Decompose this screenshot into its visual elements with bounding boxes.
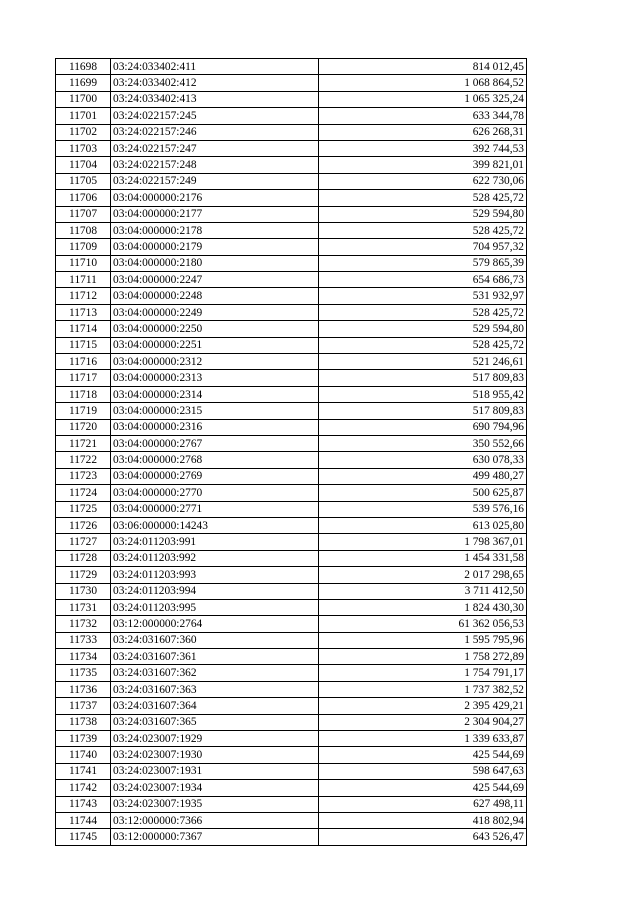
cadastral-number-cell: 03:24:022157:247: [111, 140, 319, 156]
row-number-cell: 11725: [56, 501, 111, 517]
cadastral-value-cell: 690 794,96: [319, 419, 527, 435]
table-row: [56, 321, 527, 337]
row-number-cell: 11731: [56, 599, 111, 615]
table-body: [56, 59, 527, 846]
table-row: [56, 829, 527, 845]
row-number-cell: 11718: [56, 386, 111, 402]
cadastral-number-cell: 03:04:000000:2249: [111, 304, 319, 320]
cadastral-number-cell: 03:24:031607:361: [111, 649, 319, 665]
row-number-cell: 11733: [56, 632, 111, 648]
row-number-cell: 11728: [56, 550, 111, 566]
cadastral-number-cell: 03:24:023007:1931: [111, 763, 319, 779]
table-row: [56, 386, 527, 402]
cadastral-value-cell: 2 304 904,27: [319, 714, 527, 730]
row-number-cell: 11704: [56, 157, 111, 173]
row-number-cell: 11703: [56, 140, 111, 156]
cadastral-value-cell: 500 625,87: [319, 485, 527, 501]
cadastral-number-cell: 03:04:000000:2178: [111, 222, 319, 238]
cadastral-value-cell: 399 821,01: [319, 157, 527, 173]
cadastral-number-cell: 03:04:000000:2180: [111, 255, 319, 271]
table-row: [56, 337, 527, 353]
cadastral-value-cell: 539 576,16: [319, 501, 527, 517]
table-row: [56, 747, 527, 763]
cadastral-value-cell: 704 957,32: [319, 239, 527, 255]
cadastral-value-cell: 517 809,83: [319, 370, 527, 386]
row-number-cell: 11730: [56, 583, 111, 599]
table-row: [56, 501, 527, 517]
cadastral-number-cell: 03:04:000000:2251: [111, 337, 319, 353]
cadastral-number-cell: 03:04:000000:2315: [111, 403, 319, 419]
cadastral-number-cell: 03:24:023007:1930: [111, 747, 319, 763]
table-row: [56, 157, 527, 173]
table-row: [56, 272, 527, 288]
row-number-cell: 11737: [56, 698, 111, 714]
cadastral-number-cell: 03:24:011203:994: [111, 583, 319, 599]
row-number-cell: 11702: [56, 124, 111, 140]
cadastral-value-cell: 627 498,11: [319, 796, 527, 812]
cadastral-value-cell: 528 425,72: [319, 304, 527, 320]
row-number-cell: 11742: [56, 780, 111, 796]
cadastral-number-cell: 03:24:033402:412: [111, 75, 319, 91]
row-number-cell: 11705: [56, 173, 111, 189]
cadastral-number-cell: 03:06:000000:14243: [111, 517, 319, 533]
cadastral-number-cell: 03:12:000000:7367: [111, 829, 319, 845]
cadastral-number-cell: 03:12:000000:2764: [111, 616, 319, 632]
table-row: [56, 173, 527, 189]
table-row: [56, 239, 527, 255]
row-number-cell: 11721: [56, 435, 111, 451]
cadastral-number-cell: 03:24:033402:411: [111, 59, 319, 75]
cadastral-number-cell: 03:24:011203:991: [111, 534, 319, 550]
cadastral-number-cell: 03:24:022157:246: [111, 124, 319, 140]
row-number-cell: 11714: [56, 321, 111, 337]
cadastral-number-cell: 03:24:023007:1929: [111, 731, 319, 747]
cadastral-value-cell: 3 711 412,50: [319, 583, 527, 599]
row-number-cell: 11711: [56, 272, 111, 288]
row-number-cell: 11745: [56, 829, 111, 845]
row-number-cell: 11713: [56, 304, 111, 320]
cadastral-value-cell: 528 425,72: [319, 222, 527, 238]
row-number-cell: 11719: [56, 403, 111, 419]
cadastral-value-cell: 2 395 429,21: [319, 698, 527, 714]
table-row: [56, 108, 527, 124]
table-row: [56, 190, 527, 206]
cadastral-number-cell: 03:04:000000:2768: [111, 452, 319, 468]
row-number-cell: 11709: [56, 239, 111, 255]
table-row: [56, 304, 527, 320]
cadastral-value-cell: 531 932,97: [319, 288, 527, 304]
cadastral-number-cell: 03:24:023007:1934: [111, 780, 319, 796]
table-row: [56, 632, 527, 648]
row-number-cell: 11736: [56, 681, 111, 697]
row-number-cell: 11716: [56, 354, 111, 370]
table-row: [56, 616, 527, 632]
row-number-cell: 11740: [56, 747, 111, 763]
row-number-cell: 11712: [56, 288, 111, 304]
cadastral-number-cell: 03:04:000000:2312: [111, 354, 319, 370]
table-row: [56, 665, 527, 681]
row-number-cell: 11726: [56, 517, 111, 533]
cadastral-number-cell: 03:04:000000:2314: [111, 386, 319, 402]
cadastral-value-cell: 518 955,42: [319, 386, 527, 402]
table-row: [56, 435, 527, 451]
cadastral-number-cell: 03:24:033402:413: [111, 91, 319, 107]
table-row: [56, 698, 527, 714]
row-number-cell: 11706: [56, 190, 111, 206]
cadastral-number-cell: 03:04:000000:2248: [111, 288, 319, 304]
table-row: [56, 255, 527, 271]
cadastral-number-cell: 03:04:000000:2177: [111, 206, 319, 222]
table-row: [56, 567, 527, 583]
table-row: [56, 731, 527, 747]
table-row: [56, 419, 527, 435]
table-row: [56, 812, 527, 828]
row-number-cell: 11734: [56, 649, 111, 665]
table-row: [56, 59, 527, 75]
cadastral-value-cell: 61 362 056,53: [319, 616, 527, 632]
table-row: [56, 124, 527, 140]
table-row: [56, 354, 527, 370]
cadastral-number-cell: 03:04:000000:2771: [111, 501, 319, 517]
table-row: [56, 534, 527, 550]
cadastral-number-cell: 03:24:031607:363: [111, 681, 319, 697]
table-row: [56, 763, 527, 779]
cadastral-value-cell: 392 744,53: [319, 140, 527, 156]
cadastral-number-cell: 03:24:031607:365: [111, 714, 319, 730]
table-row: [56, 681, 527, 697]
row-number-cell: 11708: [56, 222, 111, 238]
cadastral-value-cell: 517 809,83: [319, 403, 527, 419]
table-row: [56, 403, 527, 419]
row-number-cell: 11701: [56, 108, 111, 124]
row-number-cell: 11729: [56, 567, 111, 583]
cadastral-value-cell: 814 012,45: [319, 59, 527, 75]
table-row: [56, 140, 527, 156]
cadastral-number-cell: 03:24:031607:364: [111, 698, 319, 714]
row-number-cell: 11707: [56, 206, 111, 222]
cadastral-number-cell: 03:24:022157:249: [111, 173, 319, 189]
cadastral-value-cell: 579 865,39: [319, 255, 527, 271]
cadastral-value-cell: 418 802,94: [319, 812, 527, 828]
row-number-cell: 11710: [56, 255, 111, 271]
cadastral-number-cell: 03:24:022157:245: [111, 108, 319, 124]
table-row: [56, 485, 527, 501]
table-row: [56, 714, 527, 730]
cadastral-number-cell: 03:24:031607:360: [111, 632, 319, 648]
cadastral-value-cell: 1 065 325,24: [319, 91, 527, 107]
table-row: [56, 780, 527, 796]
row-number-cell: 11727: [56, 534, 111, 550]
row-number-cell: 11738: [56, 714, 111, 730]
table-row: [56, 206, 527, 222]
row-number-cell: 11698: [56, 59, 111, 75]
table-row: [56, 796, 527, 812]
cadastral-value-cell: 598 647,63: [319, 763, 527, 779]
cadastral-value-cell: 1 824 430,30: [319, 599, 527, 615]
cadastral-number-cell: 03:24:011203:995: [111, 599, 319, 615]
cadastral-number-cell: 03:04:000000:2313: [111, 370, 319, 386]
cadastral-value-cell: 630 078,33: [319, 452, 527, 468]
cadastral-value-cell: 1 068 864,52: [319, 75, 527, 91]
table-row: [56, 452, 527, 468]
cadastral-value-cell: 1 758 272,89: [319, 649, 527, 665]
cadastral-value-cell: 529 594,80: [319, 321, 527, 337]
table-row: [56, 288, 527, 304]
cadastral-number-cell: 03:04:000000:2316: [111, 419, 319, 435]
cadastral-number-cell: 03:24:022157:248: [111, 157, 319, 173]
cadastral-value-cell: 425 544,69: [319, 747, 527, 763]
cadastral-value-cell: 425 544,69: [319, 780, 527, 796]
cadastral-number-cell: 03:04:000000:2250: [111, 321, 319, 337]
cadastral-number-cell: 03:04:000000:2247: [111, 272, 319, 288]
row-number-cell: 11741: [56, 763, 111, 779]
table-row: [56, 91, 527, 107]
table-row: [56, 468, 527, 484]
table-row: [56, 649, 527, 665]
row-number-cell: 11717: [56, 370, 111, 386]
cadastral-value-cell: 626 268,31: [319, 124, 527, 140]
table-row: [56, 599, 527, 615]
cadastral-value-cell: 633 344,78: [319, 108, 527, 124]
row-number-cell: 11724: [56, 485, 111, 501]
cadastral-value-cell: 654 686,73: [319, 272, 527, 288]
row-number-cell: 11743: [56, 796, 111, 812]
cadastral-number-cell: 03:04:000000:2176: [111, 190, 319, 206]
cadastral-value-cell: 622 730,06: [319, 173, 527, 189]
cadastral-number-cell: 03:24:011203:992: [111, 550, 319, 566]
row-number-cell: 11720: [56, 419, 111, 435]
cadastral-number-cell: 03:24:011203:993: [111, 567, 319, 583]
row-number-cell: 11739: [56, 731, 111, 747]
table-row: [56, 222, 527, 238]
cadastral-number-cell: 03:24:023007:1935: [111, 796, 319, 812]
cadastral-value-cell: 2 017 298,65: [319, 567, 527, 583]
cadastral-value-cell: 613 025,80: [319, 517, 527, 533]
row-number-cell: 11735: [56, 665, 111, 681]
table-row: [56, 75, 527, 91]
table-row: [56, 517, 527, 533]
cadastral-value-cell: 1 737 382,52: [319, 681, 527, 697]
cadastral-value-cell: 1 339 633,87: [319, 731, 527, 747]
cadastral-value-cell: 350 552,66: [319, 435, 527, 451]
table-row: [56, 583, 527, 599]
cadastral-value-cell: 528 425,72: [319, 337, 527, 353]
cadastral-value-cell: 643 526,47: [319, 829, 527, 845]
row-number-cell: 11744: [56, 812, 111, 828]
row-number-cell: 11722: [56, 452, 111, 468]
row-number-cell: 11715: [56, 337, 111, 353]
row-number-cell: 11700: [56, 91, 111, 107]
cadastral-number-cell: 03:04:000000:2767: [111, 435, 319, 451]
cadastral-number-cell: 03:12:000000:7366: [111, 812, 319, 828]
cadastral-value-table: [55, 58, 527, 846]
cadastral-number-cell: 03:24:031607:362: [111, 665, 319, 681]
cadastral-number-cell: 03:04:000000:2769: [111, 468, 319, 484]
table-row: [56, 550, 527, 566]
cadastral-value-cell: 528 425,72: [319, 190, 527, 206]
cadastral-value-cell: 529 594,80: [319, 206, 527, 222]
cadastral-value-cell: 1 454 331,58: [319, 550, 527, 566]
row-number-cell: 11723: [56, 468, 111, 484]
cadastral-value-cell: 499 480,27: [319, 468, 527, 484]
cadastral-value-cell: 1 754 791,17: [319, 665, 527, 681]
cadastral-value-cell: 1 595 795,96: [319, 632, 527, 648]
cadastral-number-cell: 03:04:000000:2179: [111, 239, 319, 255]
cadastral-value-cell: 1 798 367,01: [319, 534, 527, 550]
table-row: [56, 370, 527, 386]
cadastral-number-cell: 03:04:000000:2770: [111, 485, 319, 501]
row-number-cell: 11699: [56, 75, 111, 91]
row-number-cell: 11732: [56, 616, 111, 632]
cadastral-value-cell: 521 246,61: [319, 354, 527, 370]
